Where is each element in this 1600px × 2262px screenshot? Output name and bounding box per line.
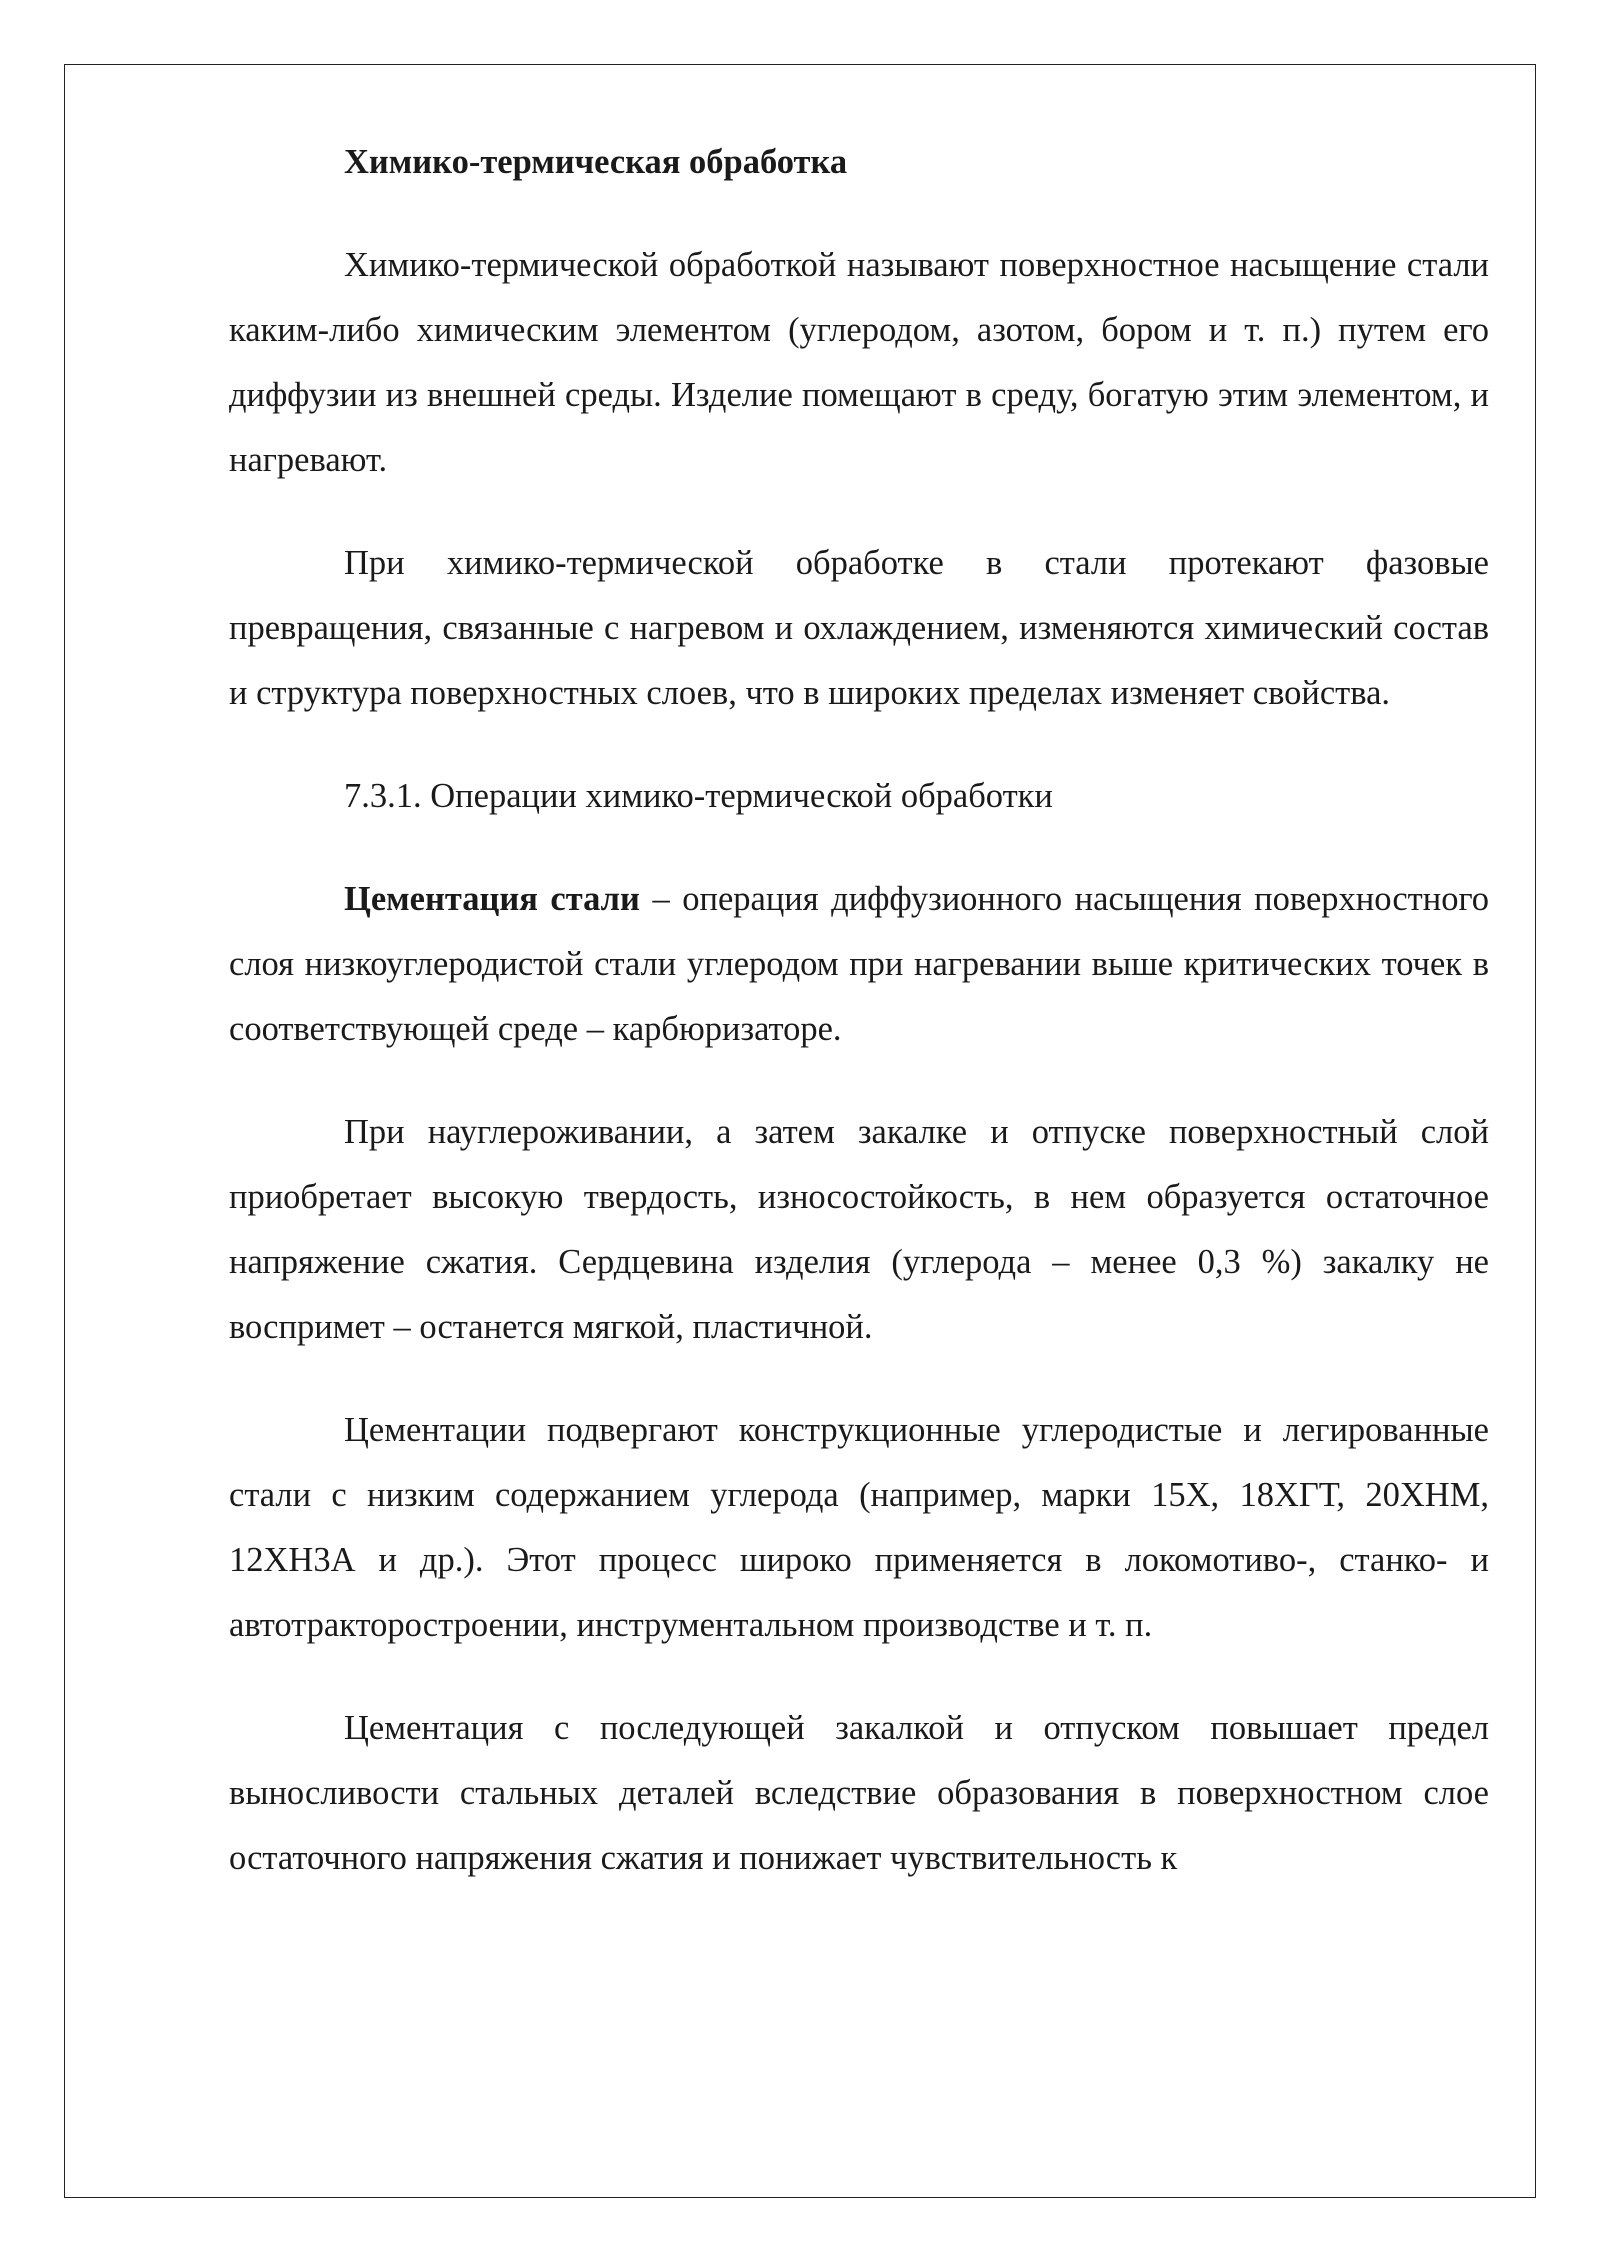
paragraph-definition-chemical-thermal: Химико-термической обработкой называют поверхностное насыщение стали каким-либо химическим элементом (углеродом, азотом, бором и т. п.) путем его диффузии из внешней среды. Изделие помещают в среду, богатую этим элементом, и нагревают. xyxy=(229,246,1489,479)
definition-text: – операция диффузионного насыщения поверхностного слоя низкоуглеродистой стали углеродом при нагревании выше критических точек в соответствующей среде – карбюризаторе. xyxy=(229,880,1489,1048)
paragraph-carburizing-hardening: При науглероживании, а затем закалке и отпуске поверхностный слой приобретает высокую твердость, износостойкость, в нем образуется остаточное напряжение сжатия. Сердцевина изделия (углерода – менее 0,3 %) закалку не воспримет – останется мягкой, пластичной. xyxy=(229,1113,1489,1346)
paragraph-cementation-definition xyxy=(229,867,1489,1062)
paragraph-cementation-steels: Цементации подвергают конструкционные углеродистые и легированные стали с низким содержанием углерода (например, марки 15Х, 18ХГТ, 20ХНМ, 12ХН3А и др.). Этот процесс широко применяется в локомотиво-, станко- и автотракторостроении, инструментальном производстве и т. п. xyxy=(229,1411,1489,1644)
document-body xyxy=(229,130,1489,1891)
section-heading: Химико-термическая обработка xyxy=(344,143,848,181)
subsection-heading: 7.3.1. Операции химико-термической обработки xyxy=(344,777,1053,815)
paragraph-endurance-limit: Цементация с последующей закалкой и отпуском повышает предел выносливости стальных деталей вследствие образования в поверхностном слое остаточного напряжения сжатия и понижает чувствительность к xyxy=(229,1709,1489,1877)
term-cementation: Цементация стали xyxy=(344,880,640,918)
paragraph-phase-transformations: При химико-термической обработке в стали протекают фазовые превращения, связанные с нагревом и охлаждением, изменяются химический состав и структура поверхностных слоев, что в широких пределах изменяет свойства. xyxy=(229,544,1489,712)
